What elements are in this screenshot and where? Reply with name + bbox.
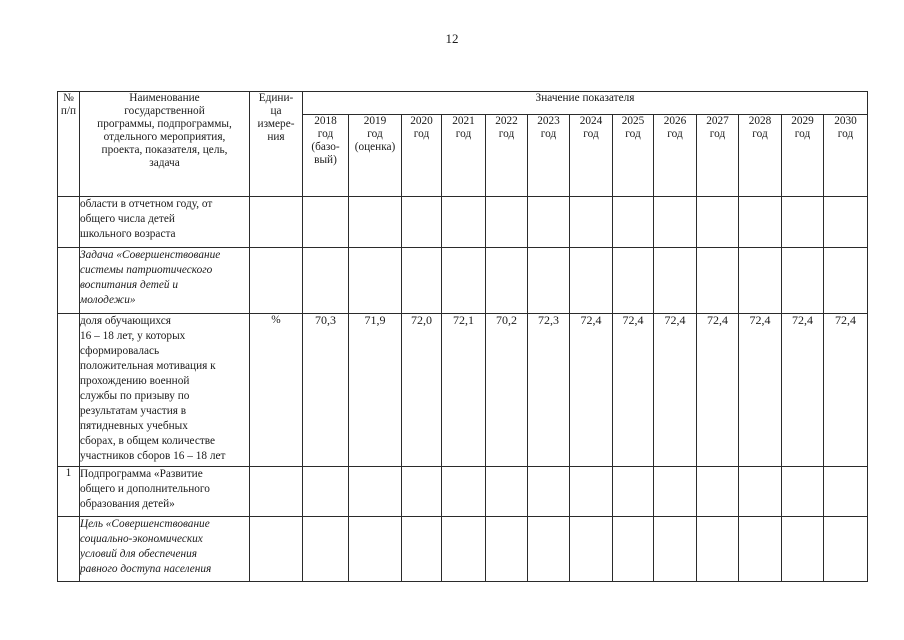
header-year-line: (оценка) xyxy=(354,141,396,153)
row-value-cell xyxy=(349,248,402,314)
row-number-cell xyxy=(58,197,80,248)
row-value-cell xyxy=(402,197,442,248)
table-row xyxy=(58,517,868,582)
row-value-cell xyxy=(402,517,442,582)
row-name-line: Цель «Совершенствование xyxy=(80,518,210,530)
row-unit-cell xyxy=(250,248,303,314)
row-name-cell xyxy=(80,248,250,314)
header-year-line: 2024 xyxy=(579,115,603,127)
header-unit-line: ца xyxy=(270,105,282,117)
row-value-cell xyxy=(824,467,868,517)
header-unit-line: измере- xyxy=(257,118,295,130)
header-year-line: 2019 xyxy=(363,115,387,127)
row-name-line: условий для обеспечения xyxy=(80,548,197,560)
table-row xyxy=(58,467,868,517)
header-unit-line: Едини- xyxy=(258,92,294,104)
row-value-cell xyxy=(303,197,349,248)
header-year-line: 2029 xyxy=(791,115,814,127)
header-name-line: задача xyxy=(149,157,180,169)
row-name-cell xyxy=(80,197,250,248)
header-year-cell xyxy=(528,115,570,197)
header-name-line: Наименование xyxy=(129,92,200,104)
row-value-cell: 70,2 xyxy=(486,314,528,467)
row-value-cell xyxy=(739,248,782,314)
row-value-cell xyxy=(654,248,697,314)
row-number-cell xyxy=(58,314,80,467)
header-year-cell xyxy=(570,115,613,197)
row-value-cell xyxy=(402,248,442,314)
row-value-cell xyxy=(739,467,782,517)
row-value-cell xyxy=(303,517,349,582)
row-value-cell: 72,4 xyxy=(824,314,868,467)
row-value-cell xyxy=(349,197,402,248)
row-value-cell xyxy=(303,467,349,517)
row-value-cell xyxy=(613,467,654,517)
row-value-cell xyxy=(349,517,402,582)
header-year-line: 2020 xyxy=(410,115,433,127)
row-name-line: пятидневных учебных xyxy=(80,420,188,432)
header-name-line: проекта, показателя, цель, xyxy=(101,144,228,156)
header-year-line: год xyxy=(709,128,726,140)
header-name-line: отдельного мероприятия, xyxy=(103,131,226,143)
row-value-cell: 72,4 xyxy=(739,314,782,467)
header-year-line: вый) xyxy=(314,154,337,166)
header-year-cell xyxy=(697,115,739,197)
header-year-line: год xyxy=(583,128,599,140)
row-name-line: школьного возраста xyxy=(80,228,176,240)
header-year-cell xyxy=(486,115,528,197)
header-year-cell xyxy=(654,115,697,197)
row-name-line: равного доступа населения xyxy=(80,563,212,575)
row-name-line: результатам участия в xyxy=(80,405,187,417)
header-year-line: год xyxy=(625,128,641,140)
row-value-cell xyxy=(570,467,613,517)
header-year-line: год xyxy=(752,128,768,140)
row-value-cell xyxy=(528,467,570,517)
row-unit-cell xyxy=(250,517,303,582)
row-value-cell: 71,9 xyxy=(349,314,402,467)
header-year-cell xyxy=(442,115,486,197)
row-value-cell xyxy=(528,517,570,582)
header-year-line: год xyxy=(498,128,515,140)
header-unit-line: ния xyxy=(267,131,285,143)
row-name-line: молодежи» xyxy=(80,294,136,306)
row-name-cell xyxy=(80,314,250,467)
header-year-line: (базо- xyxy=(311,141,340,153)
header-name-line: программы, подпрограммы, xyxy=(97,118,232,130)
row-value-cell xyxy=(654,517,697,582)
header-year-cell xyxy=(824,115,868,197)
header-year-cell xyxy=(613,115,654,197)
row-name-cell xyxy=(80,517,250,582)
row-name-line: 16 – 18 лет, у которых xyxy=(80,330,186,342)
row-value-cell: 70,3 xyxy=(303,314,349,467)
header-no-cell xyxy=(58,92,80,197)
header-year-line: год xyxy=(317,128,334,140)
row-value-cell xyxy=(697,467,739,517)
row-unit-cell: % xyxy=(250,314,303,467)
row-value-cell xyxy=(570,248,613,314)
row-value-cell xyxy=(486,197,528,248)
row-name-line: Подпрограмма «Развитие xyxy=(80,468,203,480)
row-value-cell: 72,1 xyxy=(442,314,486,467)
row-value-cell xyxy=(528,248,570,314)
row-value-cell xyxy=(697,197,739,248)
row-value-cell xyxy=(782,467,824,517)
row-value-cell xyxy=(613,517,654,582)
header-year-line: 2026 xyxy=(663,115,687,127)
row-value-cell: 72,3 xyxy=(528,314,570,467)
row-name-line: образования детей» xyxy=(80,498,175,510)
row-value-cell xyxy=(303,248,349,314)
header-year-line: год xyxy=(667,128,683,140)
row-number-cell xyxy=(58,517,80,582)
row-name-line: социально-экономических xyxy=(80,533,203,545)
row-value-cell xyxy=(528,197,570,248)
header-year-cell xyxy=(739,115,782,197)
header-value-title: Значение показателя xyxy=(303,92,868,115)
row-value-cell xyxy=(402,467,442,517)
row-value-cell xyxy=(442,467,486,517)
row-value-cell xyxy=(654,467,697,517)
indicator-table xyxy=(57,91,868,582)
header-year-line: год xyxy=(540,128,557,140)
page-number: 12 xyxy=(445,31,459,46)
row-name-line: воспитания детей и xyxy=(80,279,178,291)
header-no-line: п/п xyxy=(60,105,77,117)
header-year-line: 2025 xyxy=(621,115,645,127)
row-value-cell xyxy=(697,248,739,314)
header-no-line: № xyxy=(63,92,74,104)
row-value-cell xyxy=(349,467,402,517)
table-row xyxy=(58,197,868,248)
row-value-cell xyxy=(442,248,486,314)
header-year-line: 2030 xyxy=(834,115,857,127)
row-value-cell xyxy=(570,517,613,582)
header-year-line: год xyxy=(455,128,472,140)
header-name-cell xyxy=(80,92,250,197)
header-year-line: год xyxy=(367,128,383,140)
row-name-line: системы патриотического xyxy=(80,264,213,276)
row-unit-cell xyxy=(250,197,303,248)
header-year-line: 2027 xyxy=(706,115,729,127)
row-value-cell xyxy=(442,517,486,582)
row-value-cell xyxy=(824,517,868,582)
header-year-cell xyxy=(402,115,442,197)
table-row xyxy=(58,314,868,467)
header-unit-cell xyxy=(250,92,303,197)
row-value-cell: 72,0 xyxy=(402,314,442,467)
header-name-line: государственной xyxy=(124,105,205,117)
table-row xyxy=(58,248,868,314)
row-value-cell xyxy=(824,197,868,248)
row-value-cell xyxy=(739,197,782,248)
row-name-line: общего числа детей xyxy=(80,213,175,225)
row-value-cell xyxy=(570,197,613,248)
header-year-line: 2021 xyxy=(452,115,475,127)
row-value-cell xyxy=(697,517,739,582)
row-value-cell: 72,4 xyxy=(570,314,613,467)
row-value-cell: 72,4 xyxy=(782,314,824,467)
row-number-cell xyxy=(58,248,80,314)
header-year-line: год xyxy=(794,128,811,140)
row-value-cell xyxy=(824,248,868,314)
row-value-cell xyxy=(486,467,528,517)
row-name-line: общего и дополнительного xyxy=(80,483,210,495)
row-value-cell xyxy=(613,248,654,314)
row-name-cell xyxy=(80,467,250,517)
row-name-line: участников сборов 16 – 18 лет xyxy=(80,450,226,462)
row-value-cell xyxy=(739,517,782,582)
header-year-cell xyxy=(303,115,349,197)
row-value-cell xyxy=(613,197,654,248)
row-name-line: положительная мотивация к xyxy=(80,360,216,372)
row-value-cell: 72,4 xyxy=(697,314,739,467)
header-year-line: год xyxy=(413,128,430,140)
row-name-line: прохождению военной xyxy=(80,375,190,387)
row-value-cell: 72,4 xyxy=(654,314,697,467)
row-name-line: области в отчетном году, от xyxy=(80,198,213,210)
header-year-line: год xyxy=(837,128,854,140)
row-value-cell xyxy=(782,248,824,314)
header-year-line: 2018 xyxy=(314,115,337,127)
row-value-cell xyxy=(782,197,824,248)
row-value-cell xyxy=(442,197,486,248)
header-year-cell xyxy=(349,115,402,197)
row-unit-cell xyxy=(250,467,303,517)
row-name-line: службы по призыву по xyxy=(80,390,190,402)
header-year-line: 2022 xyxy=(495,115,518,127)
row-value-cell xyxy=(654,197,697,248)
row-value-cell xyxy=(486,517,528,582)
row-name-line: сформировалась xyxy=(80,345,160,357)
row-number-cell: 1 xyxy=(58,467,80,517)
header-year-line: 2023 xyxy=(537,115,560,127)
header-year-line: 2028 xyxy=(748,115,772,127)
row-value-cell xyxy=(782,517,824,582)
row-value-cell xyxy=(486,248,528,314)
header-row-top xyxy=(58,92,868,115)
row-name-line: Задача «Совершенствование xyxy=(80,249,221,261)
row-value-cell: 72,4 xyxy=(613,314,654,467)
row-name-line: доля обучающихся xyxy=(80,315,171,327)
header-year-cell xyxy=(782,115,824,197)
row-name-line: сборах, в общем количестве xyxy=(80,435,216,447)
